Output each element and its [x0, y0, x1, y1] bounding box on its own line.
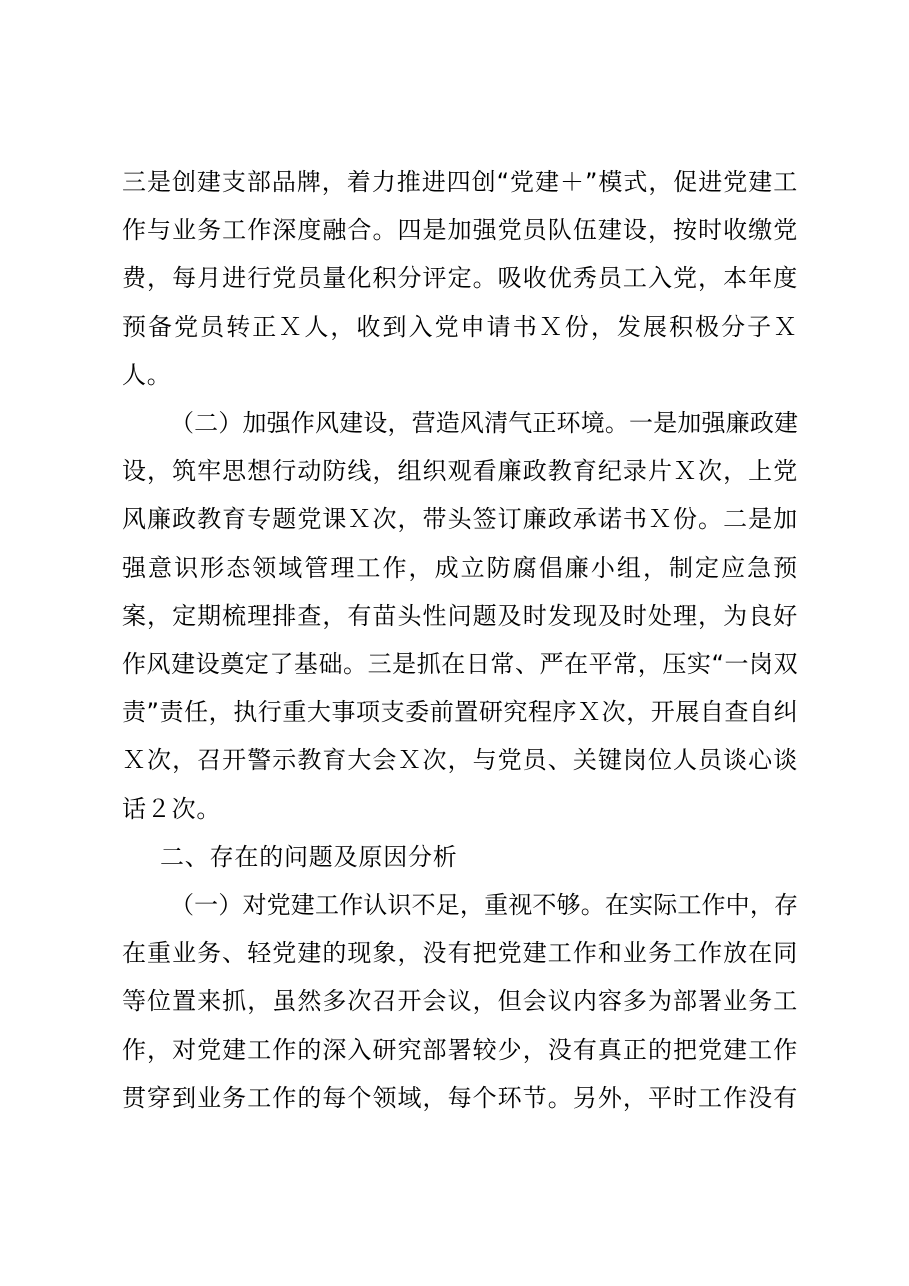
section-heading: 二、存在的问题及原因分析: [160, 842, 458, 871]
text-line: 贯穿到业务工作的每个领域，每个环节。另外，平时工作没有: [122, 1083, 798, 1112]
text-line: 在重业务、轻党建的现象，没有把党建工作和业务工作放在同: [122, 939, 798, 968]
text-line: 案，定期梳理排查，有苗头性问题及时发现及时处理，为良好: [122, 601, 798, 630]
text-line: （二）加强作风建设，营造风清气正环境。一是加强廉政建: [170, 409, 798, 438]
text-line: 设，筑牢思想行动防线，组织观看廉政教育纪录片Ｘ次，上党: [122, 457, 798, 486]
text-line: 风廉政教育专题党课Ｘ次，带头签订廉政承诺书Ｘ份。二是加: [122, 505, 798, 534]
text-line: 作，对党建工作的深入研究部署较少，没有真正的把党建工作: [122, 1035, 798, 1064]
text-line: 责”责任，执行重大事项支委前置研究程序Ｘ次，开展自查自纠: [122, 698, 798, 727]
text-line: 强意识形态领域管理工作，成立防腐倡廉小组，制定应急预: [122, 553, 798, 582]
document-body: [122, 158, 798, 1122]
paragraph-branch-brand: [122, 158, 798, 399]
text-line: 人。: [122, 360, 172, 389]
text-line: Ｘ次，召开警示教育大会Ｘ次，与党员、关键岗位人员谈心谈: [122, 746, 798, 775]
paragraph-insufficient-awareness: [122, 881, 798, 1122]
text-line: 作风建设奠定了基础。三是抓在日常、严在平常，压实“一岗双: [122, 650, 798, 679]
text-line: （一）对党建工作认识不足，重视不够。在实际工作中，存: [170, 891, 798, 920]
text-line: 三是创建支部品牌，着力推进四创“党建＋”模式，促进党建工: [122, 168, 798, 196]
text-line: 费，每月进行党员量化积分评定。吸收优秀员工入党，本年度: [122, 264, 798, 293]
text-line: 等位置来抓，虽然多次召开会议，但会议内容多为部署业务工: [122, 987, 798, 1016]
text-line: 作与业务工作深度融合。四是加强党员队伍建设，按时收缴党: [122, 216, 798, 245]
text-line: 话２次。: [122, 794, 222, 823]
text-line: 预备党员转正Ｘ人，收到入党申请书Ｘ份，发展积极分子Ｘ: [122, 312, 798, 341]
section-heading-problems: [122, 833, 798, 881]
paragraph-work-style: [122, 399, 798, 833]
